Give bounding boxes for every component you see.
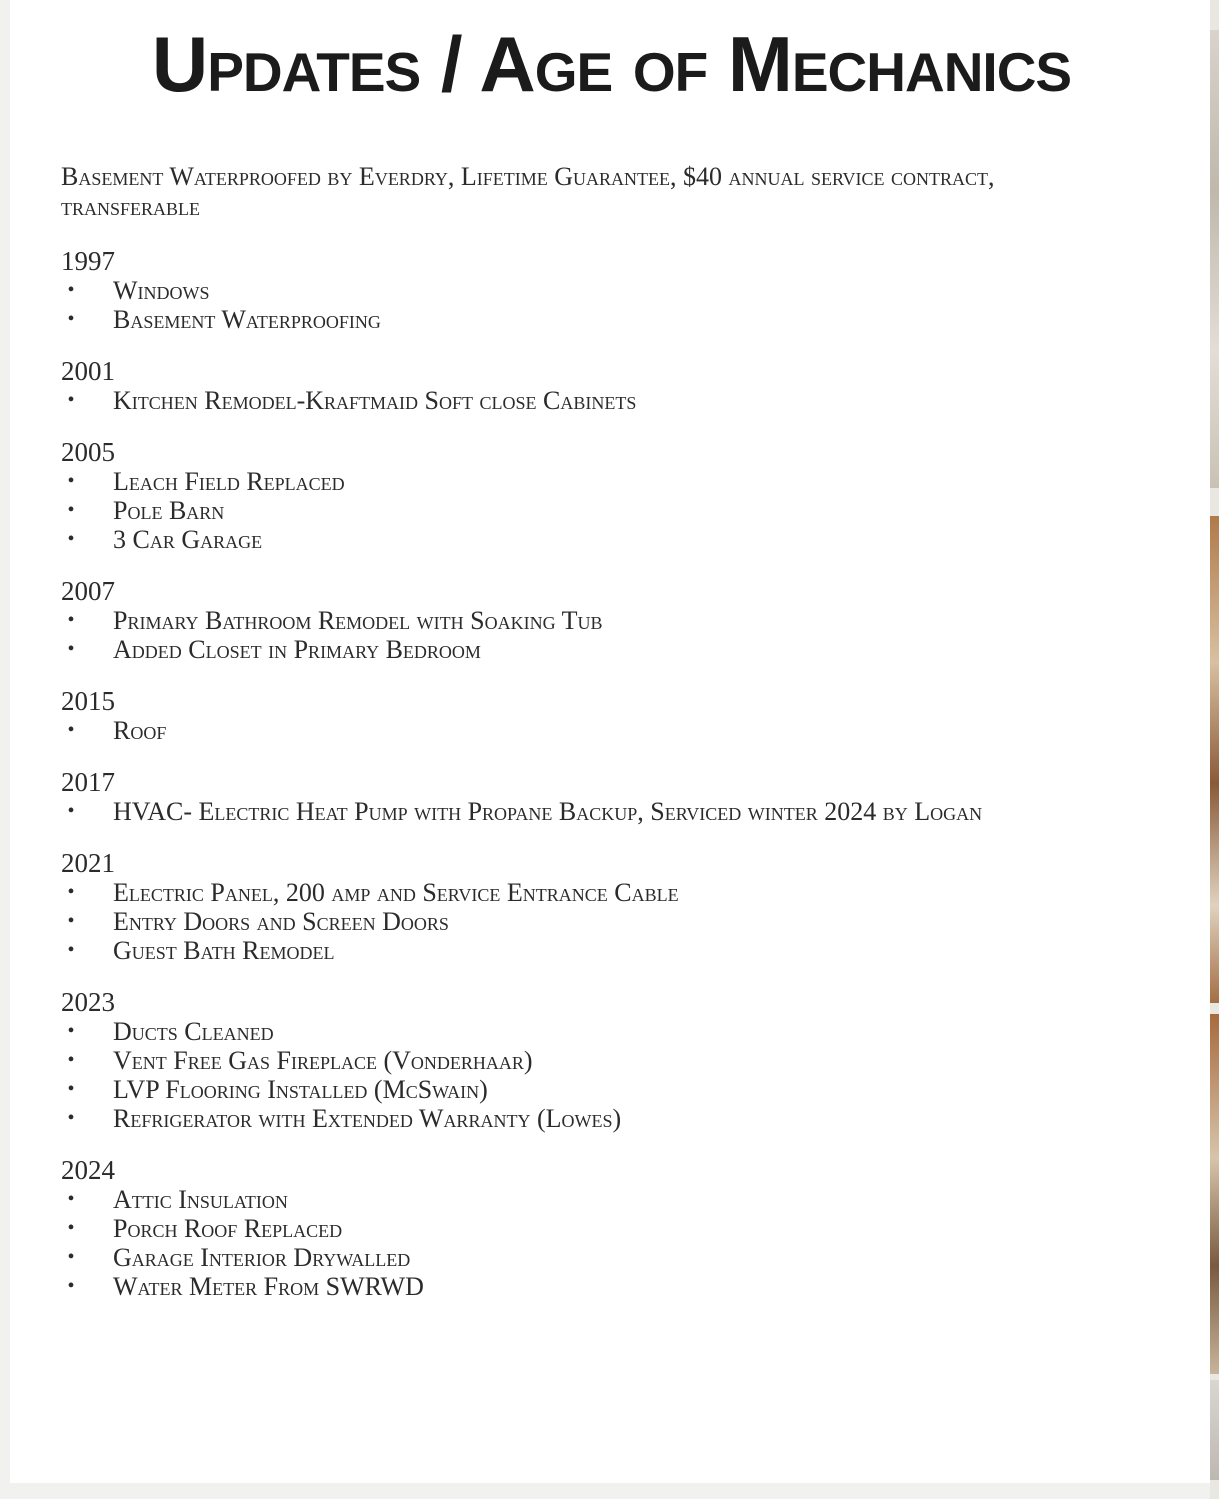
list-item bbox=[61, 1104, 1061, 1133]
year-heading: 2015 bbox=[61, 686, 115, 716]
year-heading: 2021 bbox=[61, 848, 115, 878]
bullet-icon: • bbox=[67, 1020, 75, 1042]
list-item-text: Windows bbox=[113, 276, 210, 305]
bullet-icon: • bbox=[67, 1107, 75, 1129]
list-item bbox=[61, 525, 1061, 554]
bullet-icon: • bbox=[67, 279, 75, 301]
update-list bbox=[61, 606, 1061, 664]
list-item-text: Porch Roof Replaced bbox=[113, 1214, 343, 1243]
year-heading: 2001 bbox=[61, 356, 115, 386]
bullet-icon: • bbox=[67, 1217, 75, 1239]
bullet-icon: • bbox=[67, 638, 75, 660]
year-section bbox=[61, 848, 1061, 965]
list-item-text: LVP Flooring Installed (McSwain) bbox=[113, 1075, 488, 1104]
update-list bbox=[61, 1185, 1061, 1301]
year-list bbox=[61, 246, 1061, 1301]
bullet-icon: • bbox=[67, 528, 75, 550]
document-page bbox=[10, 0, 1213, 1483]
list-item bbox=[61, 1214, 1061, 1243]
update-list bbox=[61, 386, 1061, 415]
list-item-text: Added Closet in Primary Bedroom bbox=[113, 635, 481, 664]
year-heading: 2024 bbox=[61, 1155, 115, 1185]
list-item bbox=[61, 1075, 1061, 1104]
update-list bbox=[61, 467, 1061, 554]
year-section bbox=[61, 767, 1061, 826]
bullet-icon: • bbox=[67, 1188, 75, 1210]
photo-thumbnail bbox=[1210, 1380, 1219, 1480]
updates-content bbox=[61, 162, 1061, 1323]
photo-thumbnail bbox=[1210, 1014, 1219, 1374]
bullet-icon: • bbox=[67, 939, 75, 961]
year-section bbox=[61, 686, 1061, 745]
bullet-icon: • bbox=[67, 1049, 75, 1071]
list-item-text: Ducts Cleaned bbox=[113, 1017, 274, 1046]
list-item bbox=[61, 606, 1061, 635]
list-item bbox=[61, 635, 1061, 664]
bullet-icon: • bbox=[67, 910, 75, 932]
update-list bbox=[61, 878, 1061, 965]
list-item bbox=[61, 716, 1061, 745]
bullet-icon: • bbox=[67, 308, 75, 330]
year-heading: 2005 bbox=[61, 437, 115, 467]
list-item-text: Entry Doors and Screen Doors bbox=[113, 907, 449, 936]
bullet-icon: • bbox=[67, 389, 75, 411]
list-item bbox=[61, 907, 1061, 936]
bullet-icon: • bbox=[67, 1246, 75, 1268]
intro-text: Basement Waterproofed by Everdry, Lifetime Guarantee, $40 annual service contract, transferable bbox=[61, 162, 995, 221]
adjacent-photo-strip bbox=[1210, 0, 1219, 1499]
list-item bbox=[61, 1017, 1061, 1046]
year-section bbox=[61, 576, 1061, 664]
year-heading: 2023 bbox=[61, 987, 115, 1017]
list-item-text: Leach Field Replaced bbox=[113, 467, 345, 496]
year-heading: 2007 bbox=[61, 576, 115, 606]
year-section bbox=[61, 246, 1061, 334]
list-item bbox=[61, 878, 1061, 907]
update-list bbox=[61, 716, 1061, 745]
list-item bbox=[61, 496, 1061, 525]
list-item bbox=[61, 1185, 1061, 1214]
list-item-text: HVAC- Electric Heat Pump with Propane Backup, Serviced winter 2024 by Logan bbox=[113, 797, 983, 826]
list-item bbox=[61, 936, 1061, 965]
list-item bbox=[61, 1046, 1061, 1075]
bullet-icon: • bbox=[67, 1078, 75, 1100]
bullet-icon: • bbox=[67, 499, 75, 521]
bullet-icon: • bbox=[67, 719, 75, 741]
list-item-text: Attic Insulation bbox=[113, 1185, 288, 1214]
year-section bbox=[61, 437, 1061, 554]
list-item-text: Basement Waterproofing bbox=[113, 305, 381, 334]
list-item-text: Primary Bathroom Remodel with Soaking Tub bbox=[113, 606, 603, 635]
year-heading: 1997 bbox=[61, 246, 115, 276]
photo-thumbnail bbox=[1210, 516, 1219, 1003]
list-item bbox=[61, 386, 1061, 415]
list-item bbox=[61, 1272, 1061, 1301]
bullet-icon: • bbox=[67, 1275, 75, 1297]
update-list bbox=[61, 1017, 1061, 1133]
list-item-text: Roof bbox=[113, 716, 167, 745]
page-title: Updates / Age of Mechanics bbox=[151, 20, 1072, 108]
list-item-text: Refrigerator with Extended Warranty (Lowes) bbox=[113, 1104, 622, 1133]
bullet-icon: • bbox=[67, 470, 75, 492]
list-item-text: Guest Bath Remodel bbox=[113, 936, 335, 965]
year-section bbox=[61, 356, 1061, 415]
list-item bbox=[61, 305, 1061, 334]
list-item-text: Water Meter From SWRWD bbox=[113, 1272, 424, 1301]
list-item bbox=[61, 797, 1061, 826]
update-list bbox=[61, 797, 1061, 826]
list-item-text: Vent Free Gas Fireplace (Vonderhaar) bbox=[113, 1046, 533, 1075]
year-section bbox=[61, 1155, 1061, 1301]
list-item bbox=[61, 276, 1061, 305]
year-heading: 2017 bbox=[61, 767, 115, 797]
update-list bbox=[61, 276, 1061, 334]
bullet-icon: • bbox=[67, 800, 75, 822]
bullet-icon: • bbox=[67, 609, 75, 631]
photo-thumbnail bbox=[1210, 30, 1219, 488]
year-section bbox=[61, 987, 1061, 1133]
list-item-text: Garage Interior Drywalled bbox=[113, 1243, 411, 1272]
list-item-text: Pole Barn bbox=[113, 496, 225, 525]
list-item-text: Kitchen Remodel-Kraftmaid Soft close Cabinets bbox=[113, 386, 637, 415]
list-item-text: Electric Panel, 200 amp and Service Entrance Cable bbox=[113, 878, 679, 907]
list-item-text: 3 Car Garage bbox=[113, 525, 263, 554]
list-item bbox=[61, 467, 1061, 496]
bullet-icon: • bbox=[67, 881, 75, 903]
list-item bbox=[61, 1243, 1061, 1272]
